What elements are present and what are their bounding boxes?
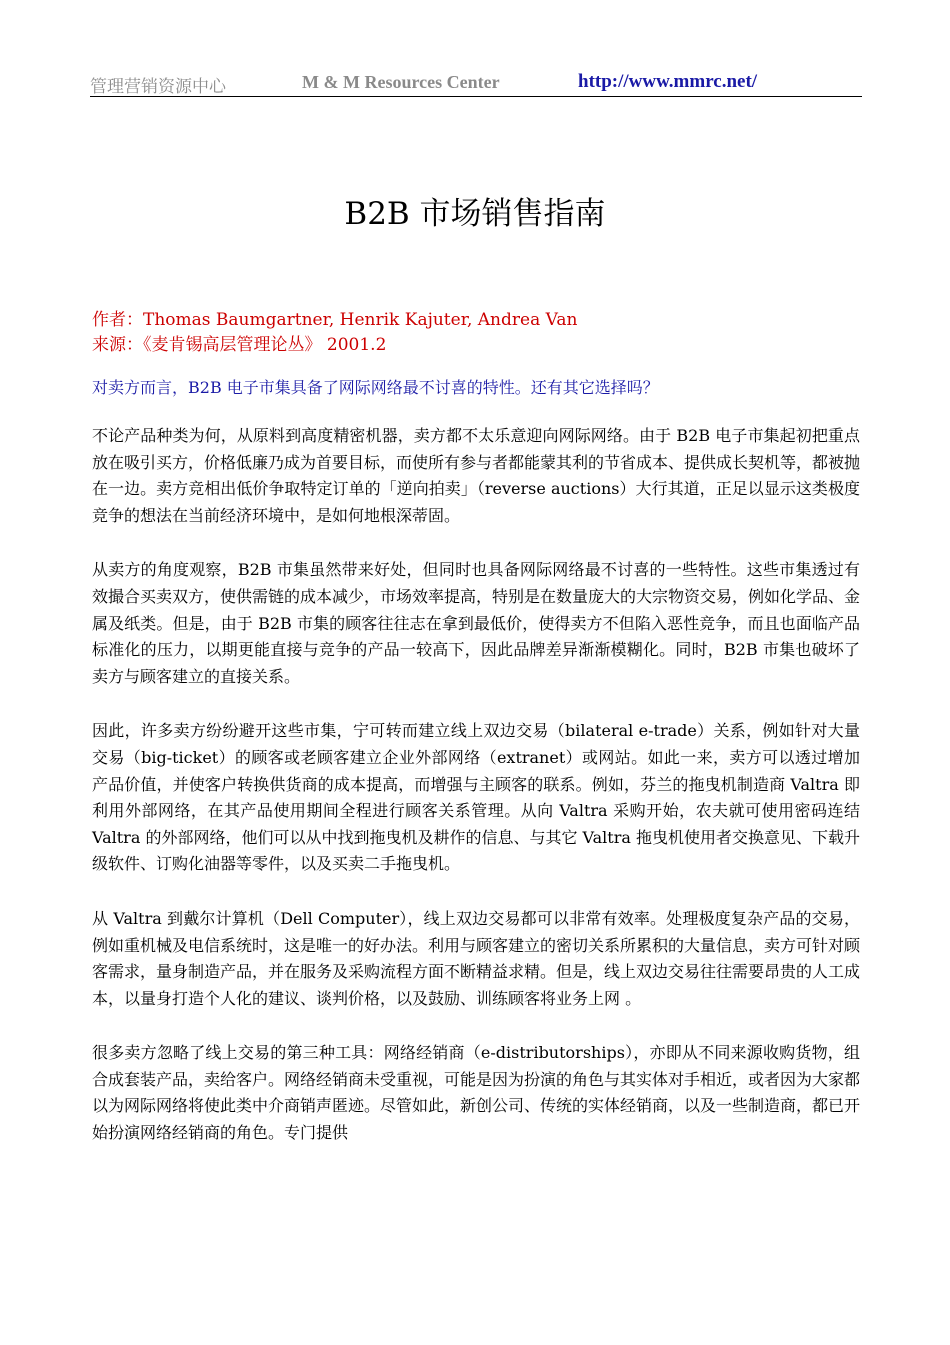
author-line: 作者：Thomas Baumgartner, Henrik Kajuter, Andrea Van bbox=[92, 310, 578, 330]
paragraph-4: 从 Valtra 到戴尔计算机（Dell Computer），线上双边交易都可以非常有效率。处理极度复杂产品的交易，例如重机械及电信系统时，这是唯一的好办法。利用与顾客建立的密切关系所累积的大量信息，卖方可针对顾客需求，量身制造产品，并在服务及采购流程方面不断精益求精。但是，线上双边交易往往需要昂贵的人工成本，以量身打造个人化的建议、谈判价格，以及鼓励、训练顾客将业务上网 。 bbox=[92, 908, 861, 1008]
article-body bbox=[92, 423, 860, 1175]
header-org-name-cn: 管理营销资源中心 bbox=[90, 77, 226, 97]
source-line: 来源：《麦肯锡高层管理论丛》 2001.2 bbox=[92, 335, 387, 355]
header-org-name-en: M & M Resources Center bbox=[302, 72, 500, 92]
paragraph-2: 从卖方的角度观察，B2B 市集虽然带来好处，但同时也具备网际网络最不讨喜的一些特性。这些市集透过有效撮合买卖双方，使供需链的成本减少，市场效率提高，特别是在数量庞大的大宗物资交易，例如化学品、金属及纸类。但是，由于 B2B 市集的顾客往往志在拿到最低价，使得卖方不但陷入恶性竞争，而且也面临产品标准化的压力，以期更能直接与竞争的产品一较高下，因此品牌差异渐渐模糊化。同时，B2B 市集也破坏了卖方与顾客建立的直接关系。 bbox=[92, 560, 861, 686]
paragraph-1: 不论产品种类为何，从原料到高度精密机器，卖方都不太乐意迎向网际网络。由于 B2B 电子市集起初把重点放在吸引买方，价格低廉乃成为首要目标，而使所有参与者都能蒙其利的节省成本、提供成长契机等，都被抛在一边。卖方竞相出低价争取特定订单的「逆向拍卖」（reverse auctions）大行其道，正足以显示这类极度竞争的想法在当前经济环境中，是如何地根深蒂固。 bbox=[92, 426, 861, 525]
paragraph-3: 因此，许多卖方纷纷避开这些市集，宁可转而建立线上双边交易（bilateral e-trade）关系，例如针对大量交易（big-ticket）的顾客或老顾客建立企业外部网络（extranet）或网站。如此一来，卖方可以透过增加产品价值，并使客户转换供货商的成本提高，而增强与主顾客的联系。例如，芬兰的拖曳机制造商 Valtra 即利用外部网络，在其产品使用期间全程进行顾客关系管理。从向 Valtra 采购开始，农夫就可使用密码连结 Valtra 的外部网络，他们可以从中找到拖曳机及耕作的信息、与其它 Valtra 拖曳机使用者交换意见、下载升级软件、订购化油器等零件，以及买卖二手拖曳机。 bbox=[92, 721, 860, 874]
paragraph-5: 很多卖方忽略了线上交易的第三种工具：网络经销商（e-distributorships），亦即从不同来源收购货物，组合成套装产品，卖给客户。网络经销商未受重视，可能是因为扮演的角色与其实体对手相近，或者因为大家都以为网际网络将使此类中介商销声匿迹。尽管如此，新创公司、传统的实体经销商，以及一些制造商，都已开始扮演网络经销商的角色。专门提供 bbox=[92, 1043, 861, 1143]
document-title: B2B 市场销售指南 bbox=[344, 196, 606, 232]
lead-question: 对卖方而言，B2B 电子市集具备了网际网络最不讨喜的特性。还有其它选择吗？ bbox=[92, 378, 659, 397]
page-header bbox=[90, 70, 862, 97]
header-url-link[interactable]: http://www.mmrc.net/ bbox=[578, 71, 758, 92]
